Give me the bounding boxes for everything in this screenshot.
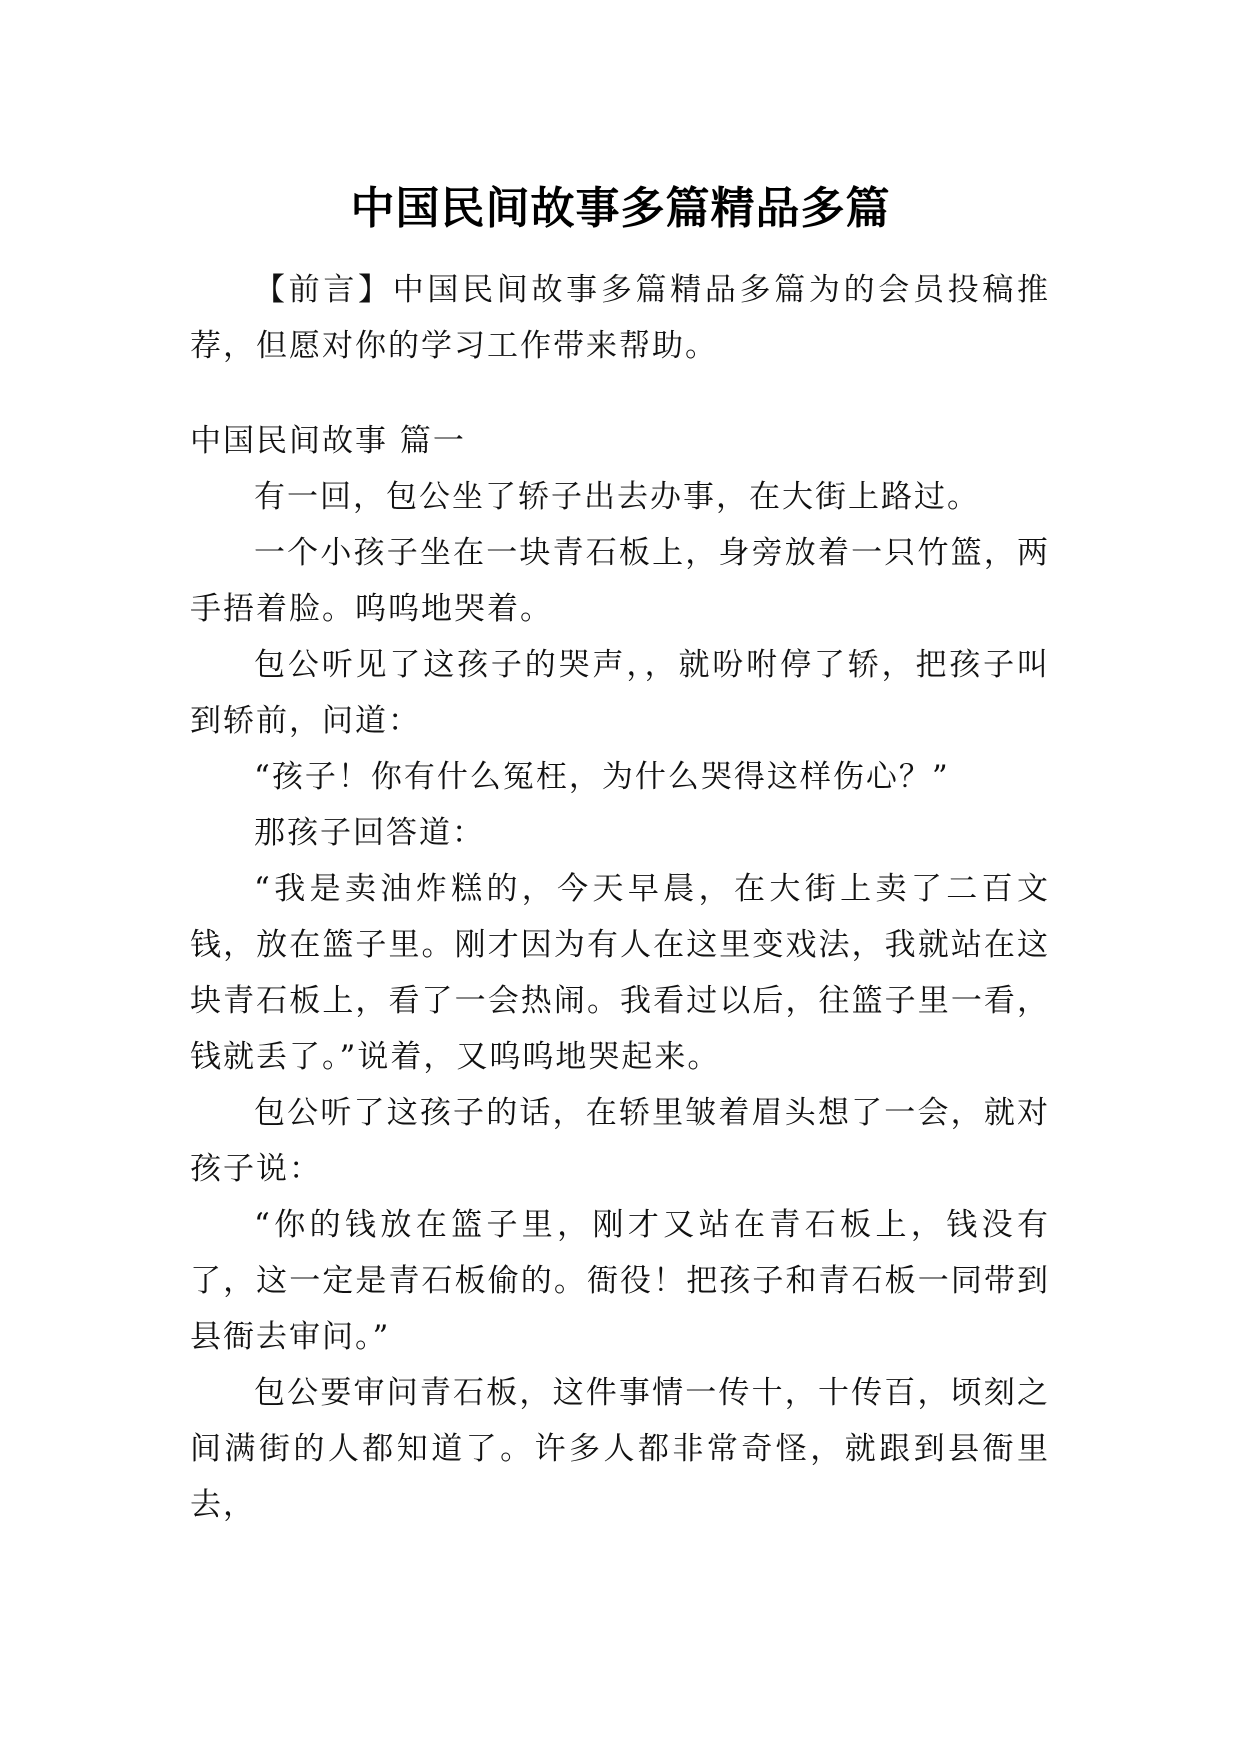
story-section (190, 413, 1050, 1533)
story-paragraph: 那孩子回答道： (254, 815, 485, 851)
preface-block (190, 262, 1050, 374)
section-heading: 中国民间故事 篇一 (190, 423, 466, 459)
story-paragraph: 包公要审问青石板，这件事情一传十，十传百，顷刻之间满街的人都知道了。许多人都非常奇怪，就跟到县衙里去， (190, 1375, 1050, 1523)
story-paragraph: 包公听见了这孩子的哭声，，就吩咐停了轿，把孩子叫到轿前，问道： (190, 647, 1050, 739)
story-paragraph: 一个小孩子坐在一块青石板上，身旁放着一只竹篮，两手捂着脸。呜呜地哭着。 (190, 535, 1050, 627)
document-title: 中国民间故事多篇精品多篇 (350, 183, 891, 235)
story-paragraph: 包公听了这孩子的话，在轿里皱着眉头想了一会，就对孩子说： (190, 1095, 1050, 1187)
story-paragraph: “我是卖油炸糕的，今天早晨，在大街上卖了二百文钱，放在篮子里。刚才因为有人在这里变戏法，我就站在这块青石板上，看了一会热闹。我看过以后，往篮子里一看，钱就丢了。”说着，又呜呜地哭起来。 (190, 871, 1050, 1075)
preface-paragraph: 【前言】中国民间故事多篇精品多篇为的会员投稿推荐，但愿对你的学习工作带来帮助。 (190, 272, 1050, 364)
story-paragraph: 有一回，包公坐了轿子出去办事，在大街上路过。 (254, 479, 980, 515)
story-paragraph: “孩子！你有什么冤枉，为什么哭得这样伤心？” (254, 759, 950, 795)
story-paragraph: “你的钱放在篮子里，刚才又站在青石板上，钱没有了，这一定是青石板偷的。衙役！把孩子和青石板一同带到县衙去审问。” (190, 1207, 1050, 1355)
